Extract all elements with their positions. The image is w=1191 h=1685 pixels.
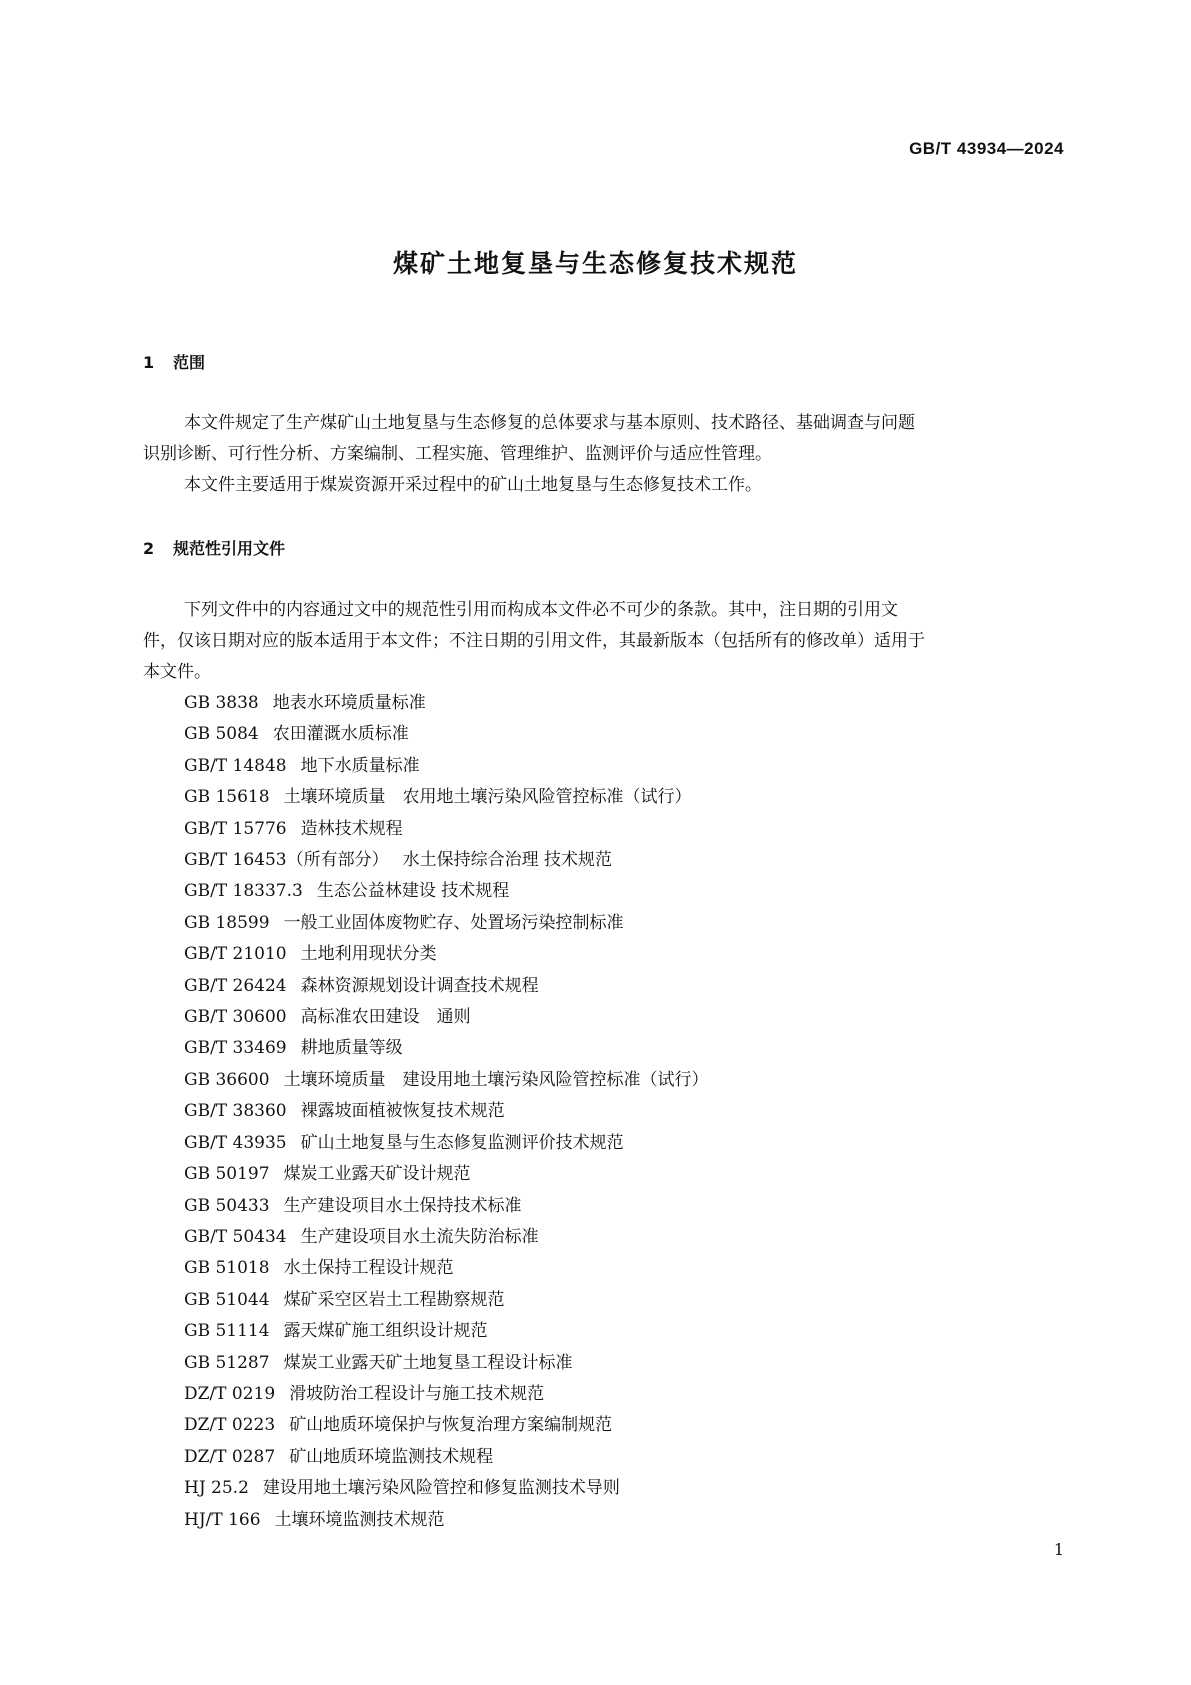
reference-code: DZ/T 0219 (184, 1383, 276, 1404)
reference-title: 煤炭工业露天矿设计规范 (283, 1164, 471, 1185)
reference-title: 生态公益林建设 技术规程 (316, 881, 510, 902)
reference-title: 土壤环境质量 农用地土壤污染风险管控标准（试行） (283, 787, 692, 808)
reference-item (184, 719, 709, 750)
reference-code: DZ/T 0223 (184, 1415, 276, 1436)
reference-item (184, 782, 709, 813)
reference-title: 农田灌溉水质标准 (272, 724, 409, 745)
reference-code: GB 51287 (184, 1352, 270, 1373)
reference-title: 地下水质量标准 (300, 755, 420, 776)
reference-code: GB 18599 (184, 912, 270, 933)
section-1-number: 1 (143, 353, 155, 372)
reference-title: 高标准农田建设 通则 (300, 1007, 471, 1028)
reference-code: GB/T 38360 (184, 1101, 287, 1122)
reference-code: HJ/T 166 (184, 1509, 261, 1530)
section-2-heading (143, 536, 285, 559)
reference-item (184, 1002, 709, 1033)
reference-code: GB 50433 (184, 1195, 270, 1216)
reference-code: DZ/T 0287 (184, 1446, 276, 1467)
reference-item (184, 876, 709, 907)
reference-code: GB 51044 (184, 1289, 270, 1310)
section-2-line: 下列文件中的内容通过文中的规范性引用而构成本文件必不可少的条款。其中，注日期的引用文 (184, 600, 898, 620)
reference-item (184, 1128, 709, 1159)
reference-title: 森林资源规划设计调查技术规程 (300, 975, 539, 996)
reference-code: GB 51018 (184, 1258, 270, 1279)
reference-title: 土壤环境监测技术规范 (274, 1509, 445, 1530)
reference-title: 矿山地质环境保护与恢复治理方案编制规范 (289, 1415, 613, 1436)
reference-code: GB/T 43935 (184, 1132, 287, 1153)
reference-item (184, 845, 709, 876)
section-1-heading (143, 350, 205, 373)
reference-title: 耕地质量等级 (300, 1038, 403, 1059)
reference-title: 建设用地土壤污染风险管控和修复监测技术导则 (262, 1478, 620, 1499)
reference-title: 生产建设项目水土流失防治标准 (300, 1226, 539, 1247)
section-2-line: 本文件。 (143, 662, 211, 682)
reference-title: 造林技术规程 (300, 818, 403, 839)
reference-item (184, 1316, 709, 1347)
reference-item (184, 1096, 709, 1127)
section-2-body (143, 595, 1063, 688)
reference-code: GB 3838 (184, 693, 259, 713)
reference-code: GB 51114 (184, 1321, 270, 1342)
reference-title: 水土保持工程设计规范 (283, 1258, 454, 1279)
reference-title: 裸露坡面植被恢复技术规范 (300, 1101, 505, 1122)
reference-title: 滑坡防治工程设计与施工技术规范 (289, 1383, 545, 1404)
reference-code: GB/T 50434 (184, 1226, 287, 1247)
reference-code: GB 15618 (184, 787, 270, 808)
normative-reference-list (184, 688, 709, 1536)
section-1-line: 识别诊断、可行性分析、方案编制、工程实施、管理维护、监测评价与适应性管理。 (143, 444, 772, 464)
reference-code: GB/T 15776 (184, 818, 287, 839)
section-1-body (143, 408, 1063, 501)
reference-item (184, 1505, 709, 1536)
reference-item (184, 1379, 709, 1410)
reference-item (184, 1285, 709, 1316)
reference-item (184, 971, 709, 1002)
reference-item (184, 939, 709, 970)
reference-title: 水土保持综合治理 技术规范 (402, 850, 613, 871)
reference-code: GB 36600 (184, 1069, 270, 1090)
reference-item (184, 751, 709, 782)
reference-title: 土地利用现状分类 (300, 944, 437, 965)
reference-title: 露天煤矿施工组织设计规范 (283, 1321, 488, 1342)
reference-item (184, 1253, 709, 1284)
section-2-number: 2 (143, 539, 155, 558)
reference-title: 一般工业固体废物贮存、处置场污染控制标准 (283, 912, 624, 933)
reference-code: GB 5084 (184, 724, 259, 745)
reference-code: GB/T 26424 (184, 975, 287, 996)
reference-title: 土壤环境质量 建设用地土壤污染风险管控标准（试行） (283, 1069, 709, 1090)
reference-item (184, 1222, 709, 1253)
reference-item (184, 1065, 709, 1096)
reference-code: GB 50197 (184, 1164, 270, 1185)
reference-item (184, 1033, 709, 1064)
reference-code: GB/T 14848 (184, 755, 287, 776)
document-title: 煤矿土地复垦与生态修复技术规范 (392, 249, 798, 278)
reference-title: 生产建设项目水土保持技术标准 (283, 1195, 522, 1216)
reference-item (184, 814, 709, 845)
section-2-line: 件，仅该日期对应的版本适用于本文件；不注日期的引用文件，其最新版本（包括所有的修改单）适用于 (143, 631, 925, 651)
reference-title: 矿山地质环境监测技术规程 (289, 1446, 494, 1467)
reference-item (184, 1159, 709, 1190)
reference-title: 地表水环境质量标准 (272, 693, 426, 713)
section-1-title: 范围 (173, 353, 206, 372)
reference-item (184, 1410, 709, 1441)
reference-item (184, 1442, 709, 1473)
reference-item (184, 908, 709, 939)
reference-code: GB/T 33469 (184, 1038, 287, 1059)
reference-item (184, 1191, 709, 1222)
reference-code: GB/T 21010 (184, 944, 287, 965)
page-number: 1 (1053, 1540, 1064, 1559)
reference-item (184, 1473, 709, 1504)
section-1-line: 本文件主要适用于煤炭资源开采过程中的矿山土地复垦与生态修复技术工作。 (184, 475, 762, 495)
standard-code: GB/T 43934—2024 (909, 139, 1064, 158)
reference-title: 煤炭工业露天矿土地复垦工程设计标准 (283, 1352, 573, 1373)
reference-code: GB/T 18337.3 (184, 881, 303, 902)
section-2-title: 规范性引用文件 (173, 539, 286, 558)
reference-code: GB/T 30600 (184, 1007, 287, 1028)
reference-item (184, 688, 709, 719)
reference-item (184, 1348, 709, 1379)
reference-code: GB/T 16453（所有部分） (184, 850, 389, 871)
reference-code: HJ 25.2 (184, 1478, 249, 1499)
reference-title: 矿山土地复垦与生态修复监测评价技术规范 (300, 1132, 624, 1153)
reference-title: 煤矿采空区岩土工程勘察规范 (283, 1289, 505, 1310)
section-1-line: 本文件规定了生产煤矿山土地复垦与生态修复的总体要求与基本原则、技术路径、基础调查与问题 (184, 413, 915, 433)
